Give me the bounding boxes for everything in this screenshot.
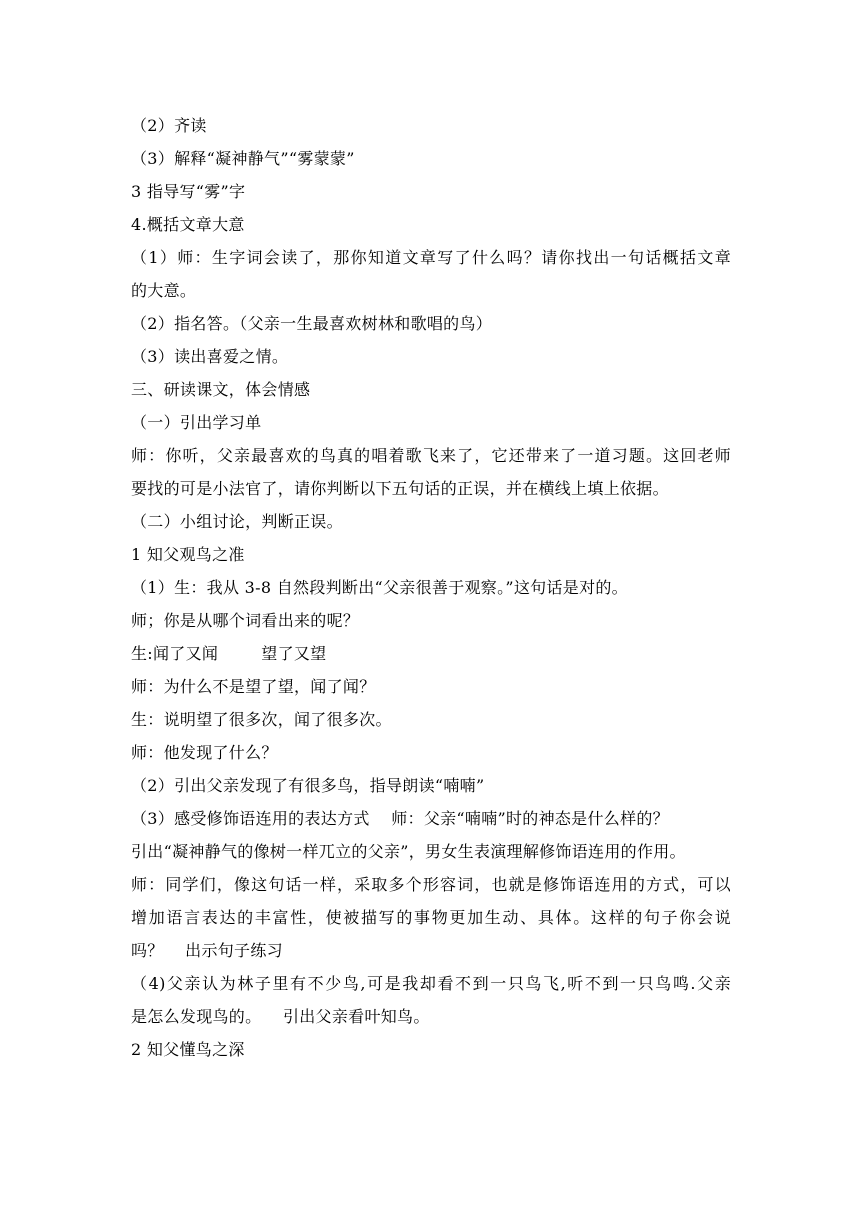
text-line: （3）解释“凝神静气”“雾蒙蒙”	[131, 149, 355, 168]
text-line: （一）引出学习单	[131, 413, 262, 432]
text-line: 吗？ 出示句子练习	[131, 941, 283, 960]
text-line: （3）读出喜爱之情。	[131, 347, 289, 366]
text-line: 2 知父懂鸟之深	[131, 1040, 245, 1059]
text-line: 3 指导写“雾”字	[131, 182, 246, 201]
text-line: 师：为什么不是望了望，闻了闻？	[131, 677, 376, 696]
text-line: （1）生：我从 3-8 自然段判断出“父亲很善于观察。”这句话是对的。	[131, 578, 628, 597]
text-line: 是怎么发现鸟的。 引出父亲看叶知鸟。	[131, 1007, 430, 1026]
text-line: 的大意。	[131, 281, 197, 300]
text-line: （1）师：生字词会读了，那你知道文章写了什么吗？请你找出一句话概括文章	[131, 248, 731, 267]
text-line: （2）齐读	[131, 116, 207, 135]
text-line: （二）小组讨论，判断正误。	[131, 512, 343, 531]
text-line: 1 知父观鸟之准	[131, 545, 245, 564]
text-line: 4.概括文章大意	[131, 215, 245, 234]
text-line: （4)父亲认为林子里有不少鸟,可是我却看不到一只鸟飞,听不到一只鸟鸣.父亲	[131, 974, 731, 993]
text-line: 生：说明望了很多次，闻了很多次。	[131, 710, 392, 729]
text-line: （2）指名答。（父亲一生最喜欢树林和歌唱的鸟）	[131, 314, 493, 333]
text-line: （2）引出父亲发现了有很多鸟，指导朗读“喃喃”	[131, 776, 485, 795]
text-line: 师；你是从哪个词看出来的呢？	[131, 611, 360, 630]
section-heading: 三、研读课文，体会情感	[131, 380, 311, 399]
text-line: （3）感受修饰语连用的表达方式 师：父亲“喃喃”时的神态是什么样的？	[131, 809, 669, 828]
text-line: 引出“凝神静气的像树一样兀立的父亲”，男女生表演理解修饰语连用的作用。	[131, 842, 686, 861]
text-line: 师：他发现了什么？	[131, 743, 278, 762]
document-body	[131, 109, 731, 1066]
text-line: 师：你听，父亲最喜欢的鸟真的唱着歌飞来了，它还带来了一道习题。这回老师	[131, 446, 731, 465]
text-line: 师：同学们，像这句话一样，采取多个形容词，也就是修饰语连用的方式，可以	[131, 875, 731, 894]
text-line: 增加语言表达的丰富性，使被描写的事物更加生动、具体。这样的句子你会说	[131, 908, 731, 927]
text-line: 生:闻了又闻 望了又望	[131, 644, 327, 663]
text-line: 要找的可是小法官了，请你判断以下五句话的正误，并在横线上填上依据。	[131, 479, 669, 498]
